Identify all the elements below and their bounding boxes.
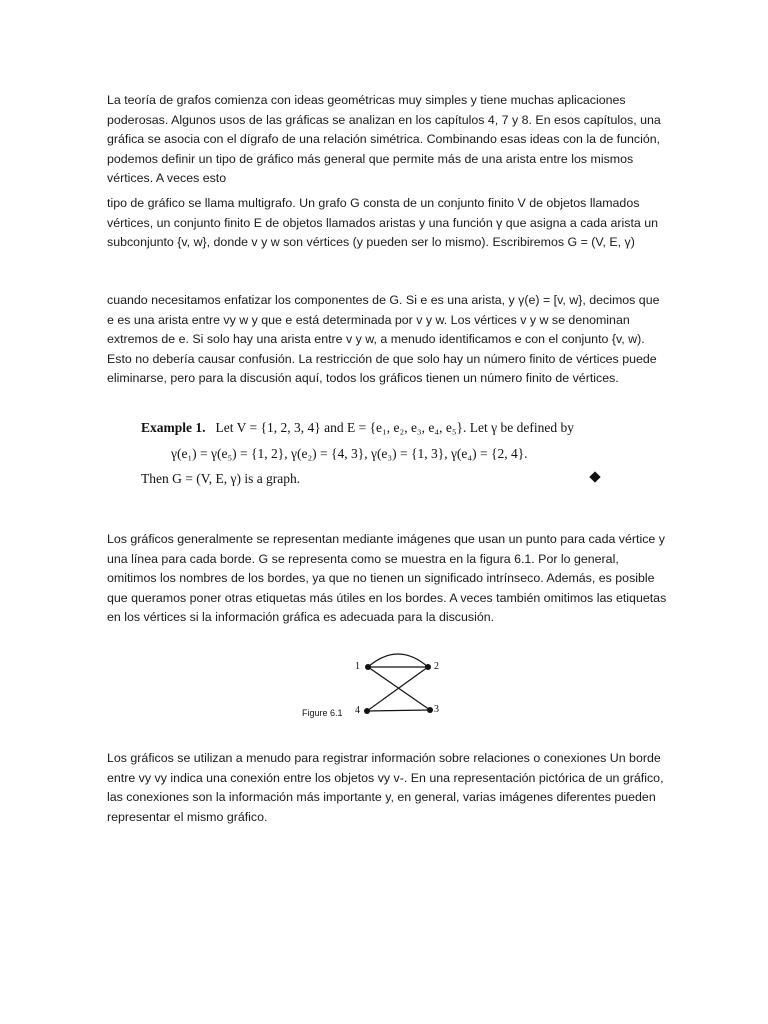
- vertex-4-dot: [364, 708, 370, 714]
- vertex-label-1: 1: [355, 661, 360, 672]
- paragraph-graph-pictures: Los gráficos generalmente se representan mediante imágenes que usan un punto para cada vértice y una línea para cada borde. G se representa como se muestra en la figura 6.1. Por lo general, omitimos los nombres de los bordes, ya que no tienen un significado intrínseco. Además, es posible que queramos poner otras etiquetas más útiles en los bordes. A veces también omitimos las etiquetas en los vértices si la información gráfica es adecuada para la discusión.: [107, 532, 667, 624]
- figure-caption: Figure 6.1: [302, 708, 343, 718]
- edge-e1-curve: [368, 654, 428, 667]
- end-of-example-marker: [589, 471, 600, 482]
- example-line-1: [141, 420, 574, 436]
- example-definition: Let V = {1, 2, 3, 4} and E = {e₁, e₂, e₃, e₄, e₅}. Let γ be defined by: [215, 420, 574, 435]
- paragraph-edge-endpoints: cuando necesitamos enfatizar los componentes de G. Si e es una arista, y γ(e) = [v, w}, decimos que e es una arista entre vy w y que e está determinada por v y w. Los vértices v y w se denominan extremos de e. Si solo hay una arista entre v y w, a menudo identificamos e con el conjunto {v, w). Esto no debería causar confusión. La restricción de que solo hay un número finito de vértices puede eliminarse, pero para la discusión aquí, todos los gráficos tienen un número finito de vértices.: [107, 293, 660, 385]
- edge-e2: [367, 710, 430, 711]
- vertex-label-2: 2: [434, 661, 439, 672]
- paragraph-relations: Los gráficos se utilizan a menudo para registrar información sobre relaciones o conexiones Un borde entre vy vy indica una conexión entre los objetos vy v-. En una representación pictórica de un gráfico, las conexiones son la información más importante y, en general, varias imágenes diferentes pueden representar el mismo gráfico.: [107, 751, 664, 824]
- vertex-label-3: 3: [434, 704, 439, 715]
- figure-6-1: [300, 645, 460, 725]
- paragraph-multigraph-definition: tipo de gráfico se llama multigrafo. Un grafo G consta de un conjunto finito V de objetos llamados vértices, un conjunto finito E de objetos llamados aristas y una función γ que asigna a cada arista un subconjunto {v, w}, donde v y w son vértices (y pueden ser lo mismo). Escribiremos G = (V, E, γ): [107, 196, 659, 249]
- vertex-label-4: 4: [355, 705, 360, 716]
- example-line-3: Then G = (V, E, γ) is a graph.: [141, 471, 301, 486]
- vertex-2-dot: [425, 664, 431, 670]
- example-line-2: γ(e₁) = γ(e₅) = {1, 2}, γ(e₂) = {4, 3}, γ(e₃) = {1, 3}, γ(e₄) = {2, 4}.: [171, 446, 528, 461]
- edge-e4: [367, 667, 428, 711]
- example-title: Example 1.: [141, 420, 206, 435]
- vertex-3-dot: [427, 707, 433, 713]
- vertex-1-dot: [365, 664, 371, 670]
- paragraph-intro: La teoría de grafos comienza con ideas geométricas muy simples y tiene muchas aplicaciones poderosas. Algunos usos de las gráficas se analizan en los capítulos 4, 7 y 8. En esos capítulos, una gráfica se asocia con el dígrafo de una relación simétrica. Combinando esas ideas con la de función, podemos definir un tipo de gráfico más general que permite más de una arista entre los mismos vértices. A veces esto: [107, 93, 661, 185]
